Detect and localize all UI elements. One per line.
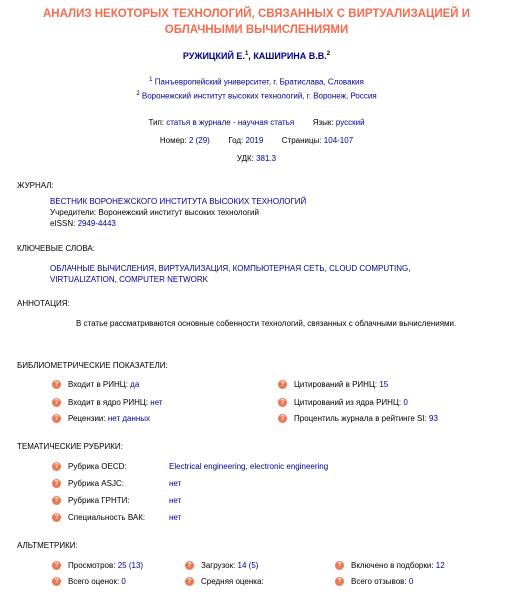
biblio-rinc-core: ? Входит в ядро РИНЦ: нет bbox=[52, 398, 163, 407]
eissn-link[interactable]: 2949-4443 bbox=[77, 219, 116, 228]
author-sup: 2 bbox=[326, 51, 331, 57]
udk-value: 381.3 bbox=[256, 154, 277, 163]
biblio-value[interactable]: нет данных bbox=[107, 414, 151, 423]
help-icon[interactable]: ? bbox=[52, 479, 61, 488]
abstract-heading: АННОТАЦИЯ: bbox=[17, 299, 70, 308]
keyword-link[interactable]: COMPUTER NETWORK bbox=[119, 275, 208, 284]
affiliation-link[interactable]: Панъевропейский университет, г. Братислава, Словакия bbox=[154, 77, 364, 87]
rubric-asjc: ? Рубрика ASJC: нет bbox=[52, 479, 181, 488]
help-icon[interactable]: ? bbox=[335, 577, 344, 586]
rubric-value: нет bbox=[169, 496, 182, 505]
rubrics-heading: ТЕМАТИЧЕСКИЕ РУБРИКИ: bbox=[17, 442, 123, 451]
keywords-list: ОБЛАЧНЫЕ ВЫЧИСЛЕНИЯ, ВИРТУАЛИЗАЦИЯ, КОМПЬЮТЕРНАЯ СЕТЬ, CLOUD COMPUTING, VIRTUALIZATION, COMPUTER NETWORK bbox=[50, 264, 411, 284]
meta-row-udk: УДК: 381.3 bbox=[236, 154, 277, 163]
rubric-grnti: ? Рубрика ГРНТИ: нет bbox=[52, 496, 181, 505]
help-icon[interactable]: ? bbox=[278, 380, 287, 389]
rubric-value: нет bbox=[169, 479, 182, 488]
help-icon[interactable]: ? bbox=[52, 513, 61, 522]
help-icon[interactable]: ? bbox=[185, 577, 194, 586]
alt-downloads: ? Загрузок: 14 (5) bbox=[185, 561, 258, 570]
biblio-heading: БИБЛИОМЕТРИЧЕСКИЕ ПОКАЗАТЕЛИ: bbox=[17, 361, 168, 370]
help-icon[interactable]: ? bbox=[278, 414, 287, 423]
rubric-vak: ? Специальность ВАК: нет bbox=[52, 513, 181, 522]
biblio-core-citations: ? Цитирований из ядра РИНЦ: 0 bbox=[278, 398, 408, 407]
help-icon[interactable]: ? bbox=[335, 561, 344, 570]
meta-row-issue: Номер: 2 (29) Год: 2019 Страницы: 104-107 bbox=[159, 136, 354, 145]
keyword-link[interactable]: ВИРТУАЛИЗАЦИЯ bbox=[158, 264, 229, 273]
help-icon[interactable]: ? bbox=[278, 398, 287, 407]
altmetrics-heading: АЛЬТМЕТРИКИ: bbox=[17, 541, 78, 550]
affiliation: $^1$ Панъевропейский университет, г. Братислава, Словакия bbox=[149, 77, 364, 87]
keyword-link[interactable]: ОБЛАЧНЫЕ ВЫЧИСЛЕНИЯ bbox=[50, 264, 155, 273]
journal-founder: Воронежский институт высоких технологий bbox=[98, 208, 259, 217]
views-value[interactable]: 25 (13) bbox=[117, 561, 144, 570]
keyword-link[interactable]: CLOUD COMPUTING bbox=[329, 264, 409, 273]
article-title: АНАЛИЗ НЕКОТОРЫХ ТЕХНОЛОГИЙ, СВЯЗАННЫХ С ВИРТУАЛИЗАЦИЕЙ И ОБЛАЧНЫМИ ВЫЧИСЛЕНИЯМИ bbox=[42, 8, 471, 36]
year-value: 2019 bbox=[245, 136, 264, 145]
journal-heading: ЖУРНАЛ: bbox=[17, 181, 54, 190]
biblio-percentile: ? Процентиль журнала в рейтинге SI: 93 bbox=[278, 414, 438, 423]
journal-name-link[interactable]: ВЕСТНИК ВОРОНЕЖСКОГО ИНСТИТУТА ВЫСОКИХ ТЕХНОЛОГИЙ bbox=[50, 197, 307, 206]
rubric-value[interactable]: Electrical engineering, electronic engineering bbox=[169, 462, 329, 471]
help-icon[interactable]: ? bbox=[52, 398, 61, 407]
help-icon[interactable]: ? bbox=[52, 380, 61, 389]
pages-value: 104-107 bbox=[323, 136, 354, 145]
authors: РУЖИЦКИЙ Е.$^1$, КАШИРИНА В.В.$^2$ bbox=[182, 51, 331, 61]
help-icon[interactable]: ? bbox=[52, 462, 61, 471]
keywords-heading: КЛЮЧЕВЫЕ СЛОВА: bbox=[17, 244, 95, 253]
downloads-value[interactable]: 14 (5) bbox=[237, 561, 259, 570]
help-icon[interactable]: ? bbox=[52, 414, 61, 423]
biblio-value[interactable]: 93 bbox=[429, 414, 438, 423]
author-link[interactable]: РУЖИЦКИЙ Е. bbox=[182, 51, 245, 61]
affiliation: $^2$ Воронежский институт высоких технологий, г. Воронеж, Россия bbox=[136, 91, 377, 101]
type-value: статья в журнале - научная статья bbox=[166, 118, 295, 127]
meta-row-type: Тип: статья в журнале - научная статья Язык: русский bbox=[148, 118, 365, 127]
keyword-link[interactable]: VIRTUALIZATION bbox=[50, 275, 115, 284]
rubric-oecd: ? Рубрика OECD: Electrical engineering, electronic engineering bbox=[52, 462, 328, 471]
alt-ratings: ? Всего оценок: 0 bbox=[52, 577, 126, 586]
biblio-reviews: ? Рецензии: нет данных bbox=[52, 414, 150, 423]
journal-block: ВЕСТНИК ВОРОНЕЖСКОГО ИНСТИТУТА ВЫСОКИХ ТЕХНОЛОГИЙ Учредители: Воронежский институт высоких технологий eISSN: 2949-4443 bbox=[50, 197, 307, 228]
affiliation-link[interactable]: Воронежский институт высоких технологий, г. Воронеж, Россия bbox=[141, 91, 377, 101]
biblio-citations: ? Цитирований в РИНЦ: 15 bbox=[278, 380, 388, 389]
help-icon[interactable]: ? bbox=[52, 561, 61, 570]
abstract-text: В статье рассматриваются основные собенности технологий, связанных с облачными вычислениями. bbox=[76, 319, 457, 328]
help-icon[interactable]: ? bbox=[52, 577, 61, 586]
alt-collections: ? Включено в подборки: 12 bbox=[335, 561, 445, 570]
ratings-value: 0 bbox=[121, 577, 126, 586]
help-icon[interactable]: ? bbox=[52, 496, 61, 505]
alt-reviews: ? Всего отзывов: 0 bbox=[335, 577, 413, 586]
author-link[interactable]: КАШИРИНА В.В. bbox=[253, 51, 327, 61]
alt-average: ? Средняя оценка: bbox=[185, 577, 266, 586]
biblio-value[interactable]: 15 bbox=[379, 380, 389, 389]
collections-value[interactable]: 12 bbox=[435, 561, 445, 570]
biblio-value[interactable]: 0 bbox=[403, 398, 408, 407]
alt-views: ? Просмотров: 25 (13) bbox=[52, 561, 143, 570]
biblio-rinc: ? Входит в РИНЦ: да bbox=[52, 380, 139, 389]
reviews-value: 0 bbox=[408, 577, 414, 586]
biblio-value[interactable]: нет bbox=[150, 398, 163, 407]
issue-number-link[interactable]: 2 (29) bbox=[188, 136, 210, 145]
help-icon[interactable]: ? bbox=[185, 561, 194, 570]
rubric-value: нет bbox=[169, 513, 182, 522]
biblio-value[interactable]: да bbox=[130, 380, 140, 389]
language-value: русский bbox=[335, 118, 365, 127]
keyword-link[interactable]: КОМПЬЮТЕРНАЯ СЕТЬ bbox=[232, 264, 325, 273]
author-sup: 1 bbox=[244, 51, 249, 57]
